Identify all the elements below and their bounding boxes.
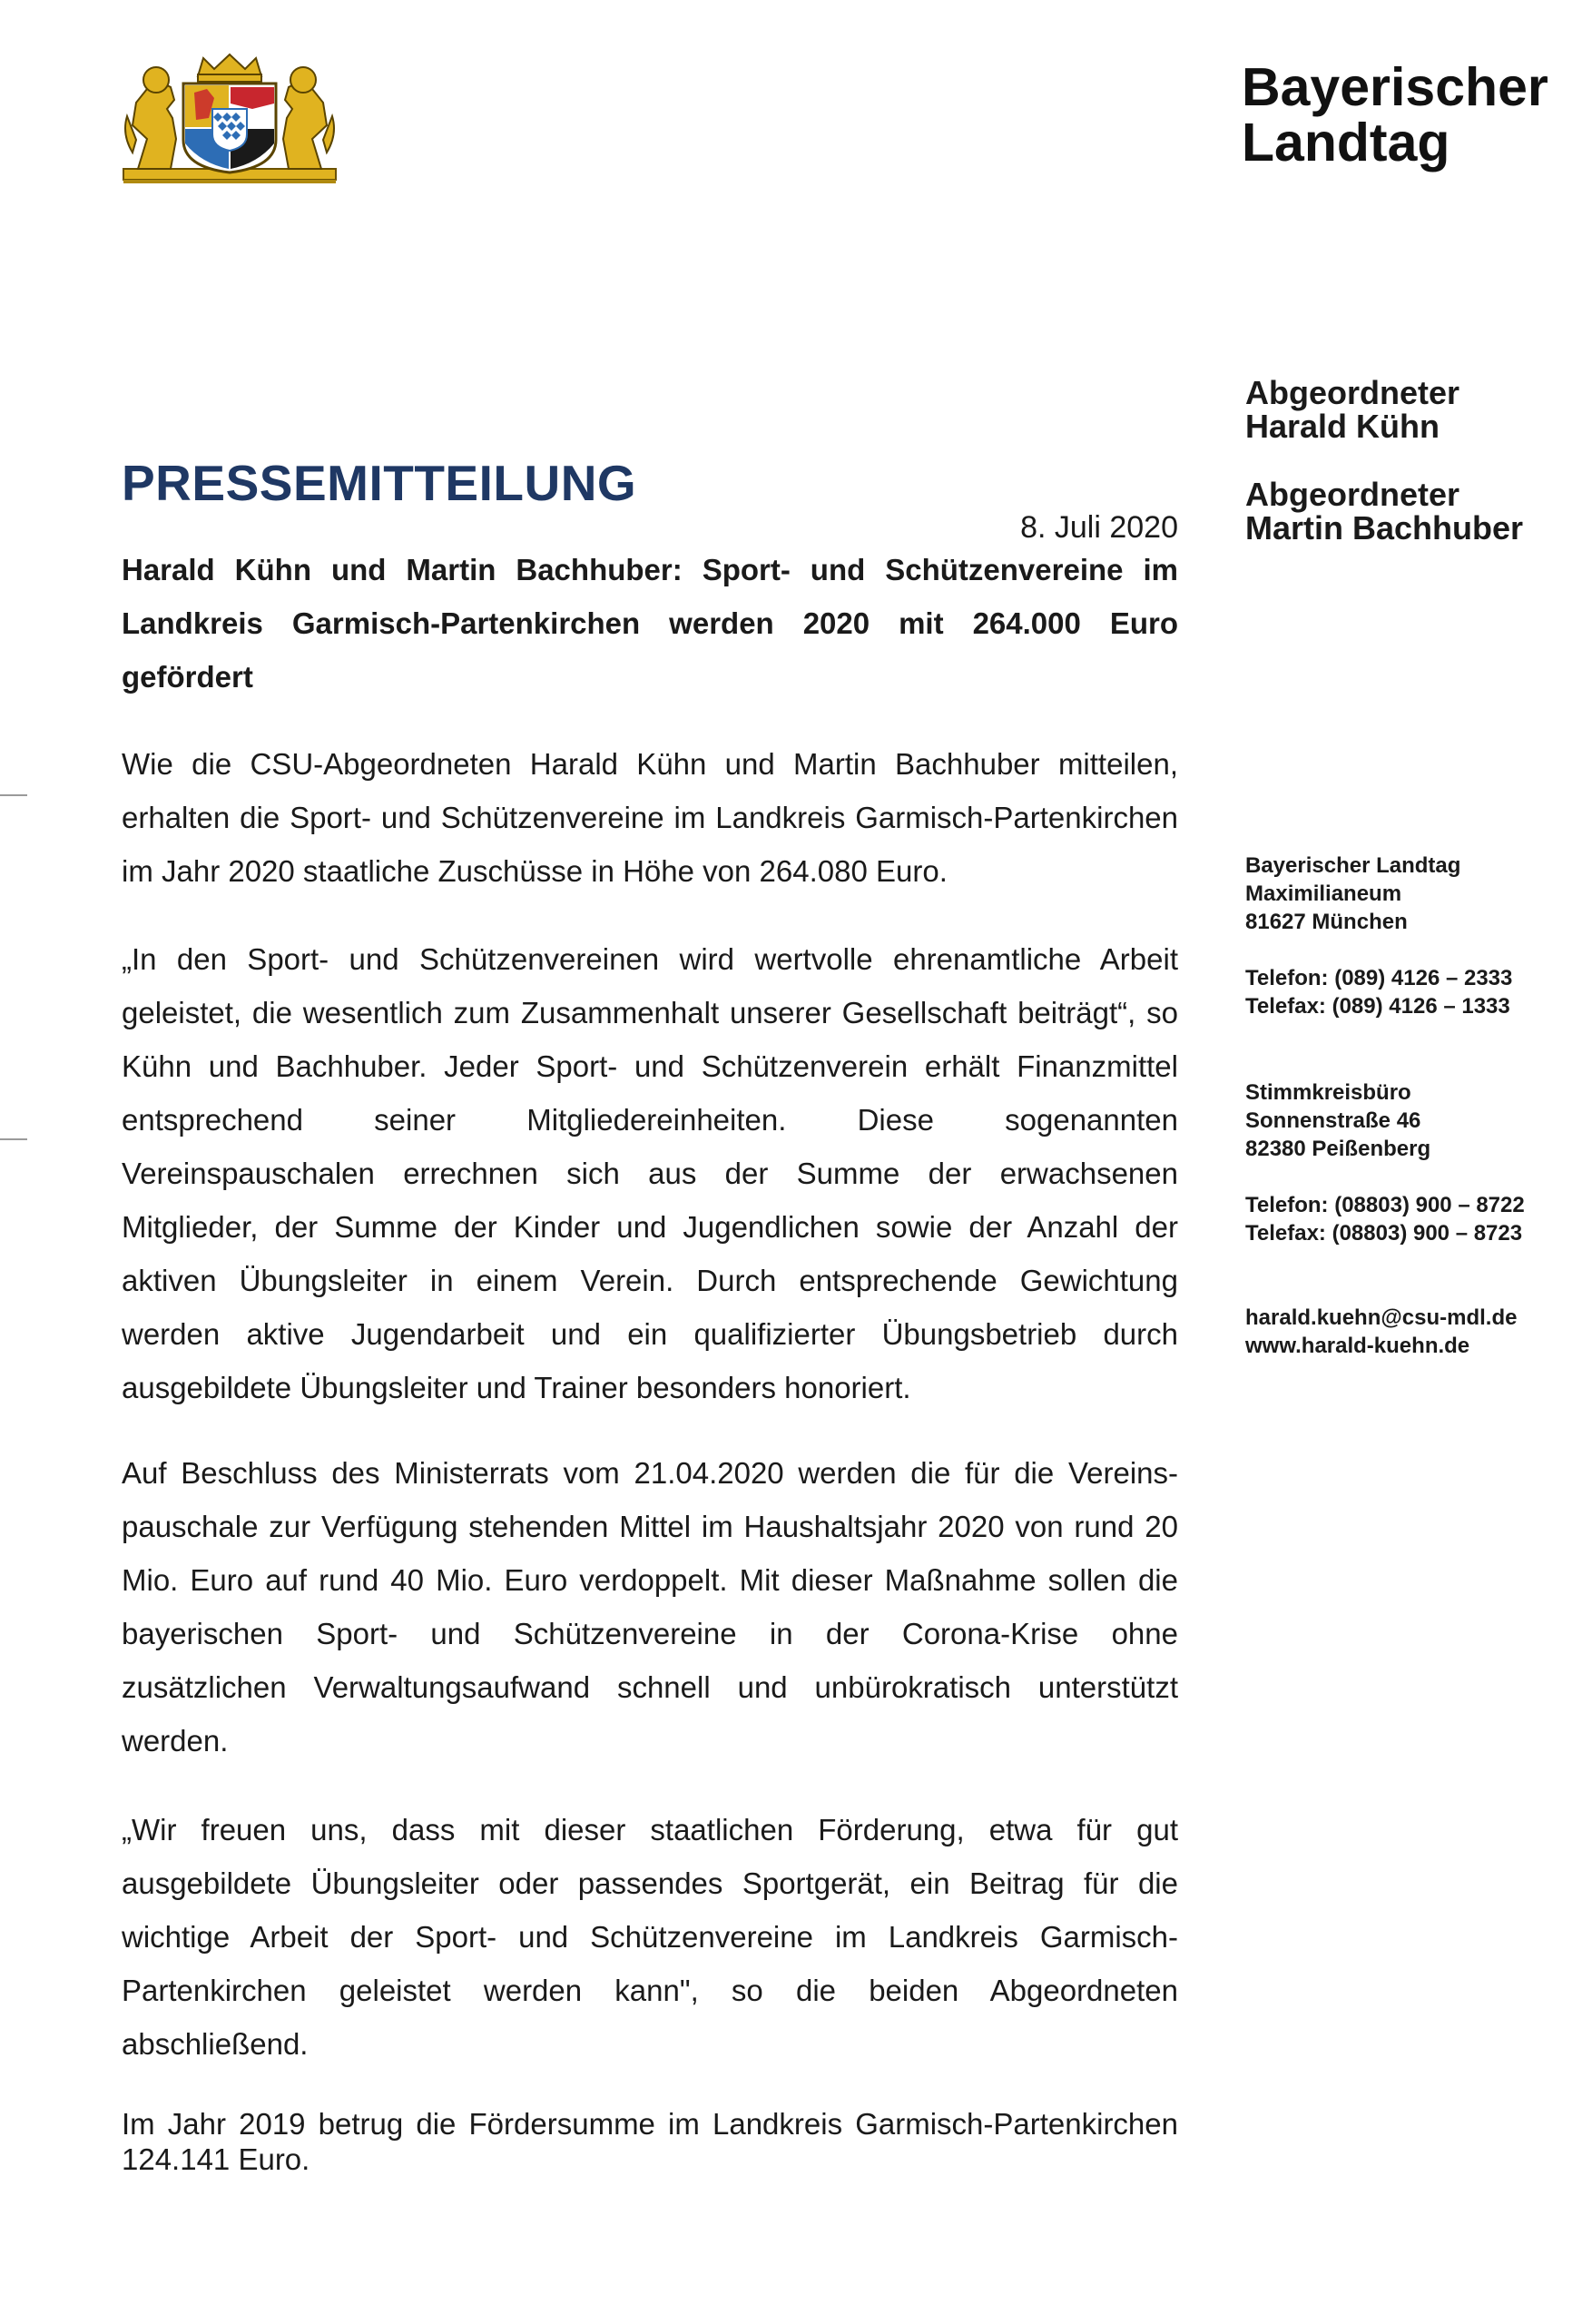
address-line: 81627 München	[1245, 910, 1408, 934]
member-1-role: Abgeordneter	[1245, 374, 1460, 411]
fold-mark	[0, 794, 27, 796]
member-2-name: Martin Bachhuber	[1245, 509, 1524, 547]
page-title: PRESSEMITTEILUNG	[122, 455, 637, 511]
address-line: Stimmkreisbüro	[1245, 1080, 1411, 1105]
fold-mark	[0, 1138, 27, 1140]
brand-line-2: Landtag	[1242, 113, 1450, 172]
landtag-phone	[1245, 964, 1512, 1020]
body-paragraph-5: Im Jahr 2019 betrug die Fördersumme im Landkreis Garmisch-Partenkirchen 124.141 Euro.	[122, 2107, 1178, 2176]
phone-line: Telefon: (08803) 900 – 8722	[1245, 1193, 1525, 1217]
sidebar-member-1	[1245, 376, 1459, 443]
fax-line: Telefax: (08803) 900 – 8723	[1245, 1221, 1523, 1246]
website-link[interactable]: www.harald-kuehn.de	[1245, 1334, 1470, 1358]
address-line: Bayerischer Landtag	[1245, 853, 1461, 878]
body-paragraph-1: Wie die CSU-Abgeordneten Harald Kühn und Martin Bachhuber mitteilen, erhalten die Sport- und Schützenvereine im Landkreis Garmisch-Partenkirchen im Jahr 2020 staatliche Zuschüsse in Höhe von 264.080 Euro.	[122, 747, 1178, 888]
address-line: 82380 Peißenberg	[1245, 1137, 1431, 1161]
fax-line: Telefax: (089) 4126 – 1333	[1245, 994, 1510, 1019]
press-date: 8. Juli 2020	[1020, 510, 1178, 545]
address-line: Sonnenstraße 46	[1245, 1108, 1421, 1133]
body-paragraph-2: „In den Sport- und Schützenvereinen wird wertvolle ehrenamtliche Arbeit geleistet, die wesentlich zum Zusammenhalt unserer Gesellschaft beiträgt“, so Kühn und Bachhuber. Jeder Sport- und Schützenverein erhält Finanzmittel entsprechend seiner Mitgliedereinheiten. Diese sogenannten Vereinspauschalen errechnen sich aus der Summe der erwachsenen Mitglieder, der Summe der Kinder und Jugendlichen sowie der Anzahl der aktiven Übungsleiter in einem Verein. Durch entsprechende Gewichtung werden aktive Jugendarbeit und ein qualifizierter Übungsbetrieb durch ausgebildete Übungsleiter und Trainer besonders honoriert.	[122, 942, 1178, 1404]
office-address	[1245, 1078, 1430, 1163]
brand-wordmark	[1242, 57, 1548, 172]
member-2-role: Abgeordneter	[1245, 476, 1460, 513]
body-paragraph-3: Auf Beschluss des Ministerrats vom 21.04.2020 werden die für die Vereins-pauschale zur Verfügung stehenden Mittel im Haushaltsjahr 2020 von rund 20 Mio. Euro auf rund 40 Mio. Euro verdoppelt. Mit dieser Maßnahme sollen die bayerischen Sport- und Schützenvereine in der Corona-Krise ohne zusätzlichen Verwaltungsaufwand schnell und unbürokratisch unterstützt werden.	[122, 1456, 1178, 1758]
office-phone	[1245, 1191, 1525, 1247]
landtag-address	[1245, 852, 1460, 936]
phone-line: Telefon: (089) 4126 – 2333	[1245, 966, 1513, 990]
member-1-name: Harald Kühn	[1245, 408, 1440, 445]
body-paragraph-4: „Wir freuen uns, dass mit dieser staatlichen Förderung, etwa für gut ausgebildete Übungsleiter oder passendes Sportgerät, ein Beitrag für die wichtige Arbeit der Sport- und Schützenvereine im Landkreis Garmisch-Partenkirchen geleistet werden kann", so die beiden Abgeordneten abschließend.	[122, 1813, 1178, 2061]
sidebar-member-2	[1245, 478, 1523, 545]
contact-web	[1245, 1304, 1517, 1360]
bavarian-coat-of-arms-icon	[120, 53, 339, 185]
email-link[interactable]: harald.kuehn@csu-mdl.de	[1245, 1305, 1518, 1330]
brand-line-1: Bayerischer	[1242, 57, 1548, 117]
press-headline: Harald Kühn und Martin Bachhuber: Sport- und Schützenvereine im Landkreis Garmisch-Partenkirchen werden 2020 mit 264.000 Euro gefördert	[122, 553, 1178, 694]
address-line: Maximilianeum	[1245, 881, 1402, 906]
